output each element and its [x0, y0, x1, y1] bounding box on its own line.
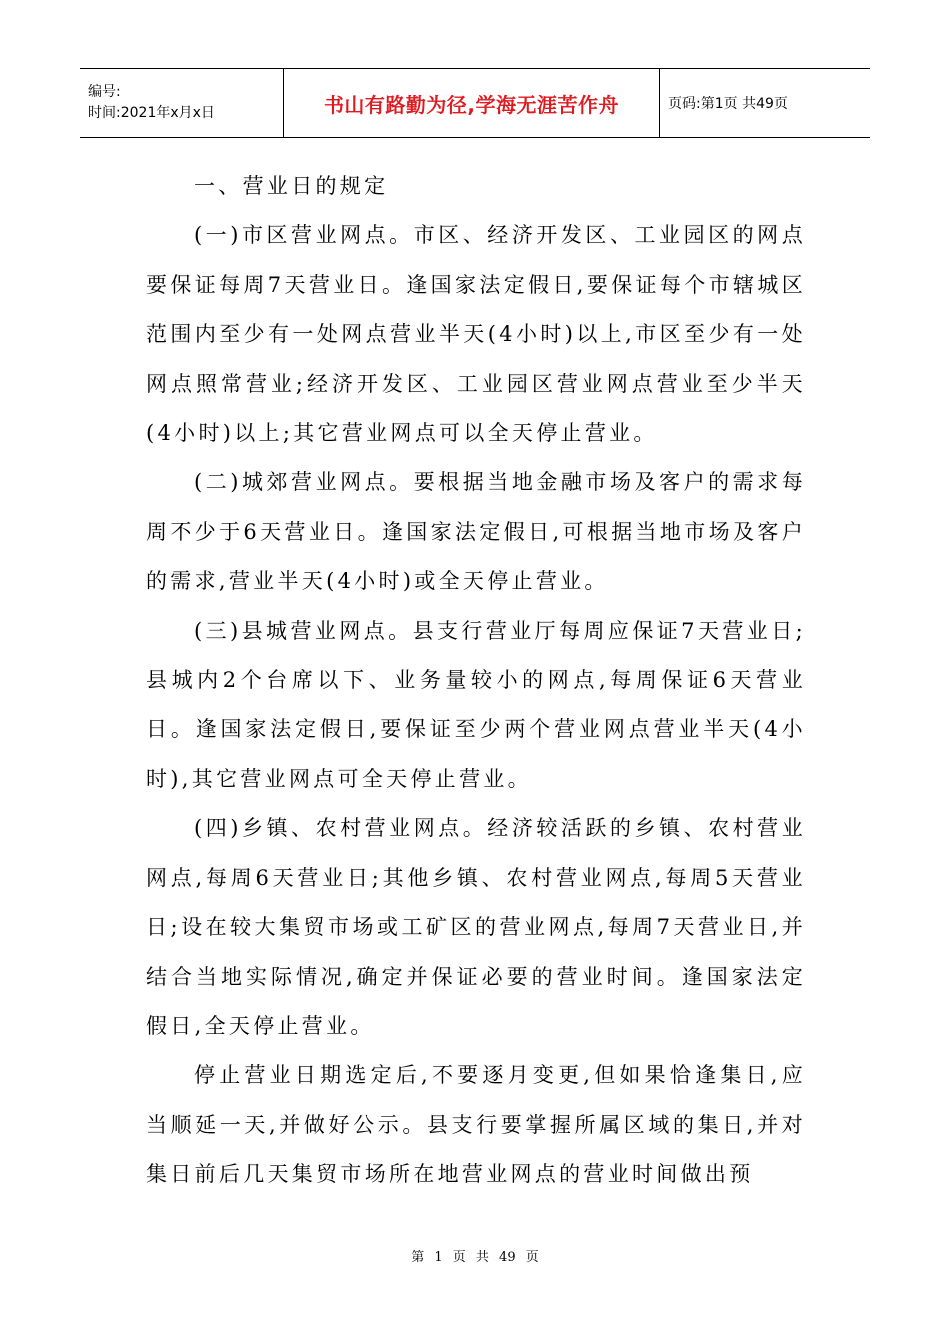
section-heading: 一、营业日的规定 — [194, 174, 389, 198]
header-motto-cell — [284, 69, 660, 137]
paragraph: (四)乡镇、农村营业网点。经济较活跃的乡镇、农村营业网点,每周6天营业日;其他乡镇、农村营业网点,每周5天营业日;设在较大集贸市场或工矿区的营业网点,每周7天营业日,并结合当地实际情况,确定并保证必要的营业时间。逢国家法定假日,全天停止营业。 — [146, 816, 806, 1038]
paragraph: 停止营业日期选定后,不要逐月变更,但如果恰逢集日,应当顺延一天,并做好公示。县支行要掌握所属区域的集日,并对集日前后几天集贸市场所在地营业网点的营业时间做出预 — [146, 1063, 806, 1187]
document-body — [146, 162, 806, 1200]
document-time-label: 时间:2021年x月x日 — [88, 105, 215, 121]
paragraph: (二)城郊营业网点。要根据当地金融市场及客户的需求每周不少于6天营业日。逢国家法定假日,可根据当地市场及客户的需求,营业半天(4小时)或全天停止营业。 — [146, 470, 806, 594]
header-meta — [80, 69, 284, 137]
paragraph: (一)市区营业网点。市区、经济开发区、工业园区的网点要保证每周7天营业日。逢国家法定假日,要保证每个市辖城区范围内至少有一处网点营业半天(4小时)以上,市区至少有一处网点照常营业;经济开发区、工业园区营业网点营业至少半天(4小时)以上;其它营业网点可以全天停止营业。 — [146, 223, 806, 446]
page-footer: 第 1 页 共 49 页 — [411, 1250, 539, 1265]
header-motto: 书山有路勤为径,学海无涯苦作舟 — [323, 92, 620, 117]
document-header — [80, 68, 870, 138]
header-page-cell — [660, 69, 870, 137]
header-page-number: 页码:第1页 共49页 — [668, 96, 788, 112]
document-number-label: 编号: — [88, 84, 121, 100]
paragraph: (三)县城营业网点。县支行营业厅每周应保证7天营业日;县城内2个台席以下、业务量较小的网点,每周保证6天营业日。逢国家法定假日,要保证至少两个营业网点营业半天(4小时),其它营业网点可全天停止营业。 — [146, 618, 806, 791]
